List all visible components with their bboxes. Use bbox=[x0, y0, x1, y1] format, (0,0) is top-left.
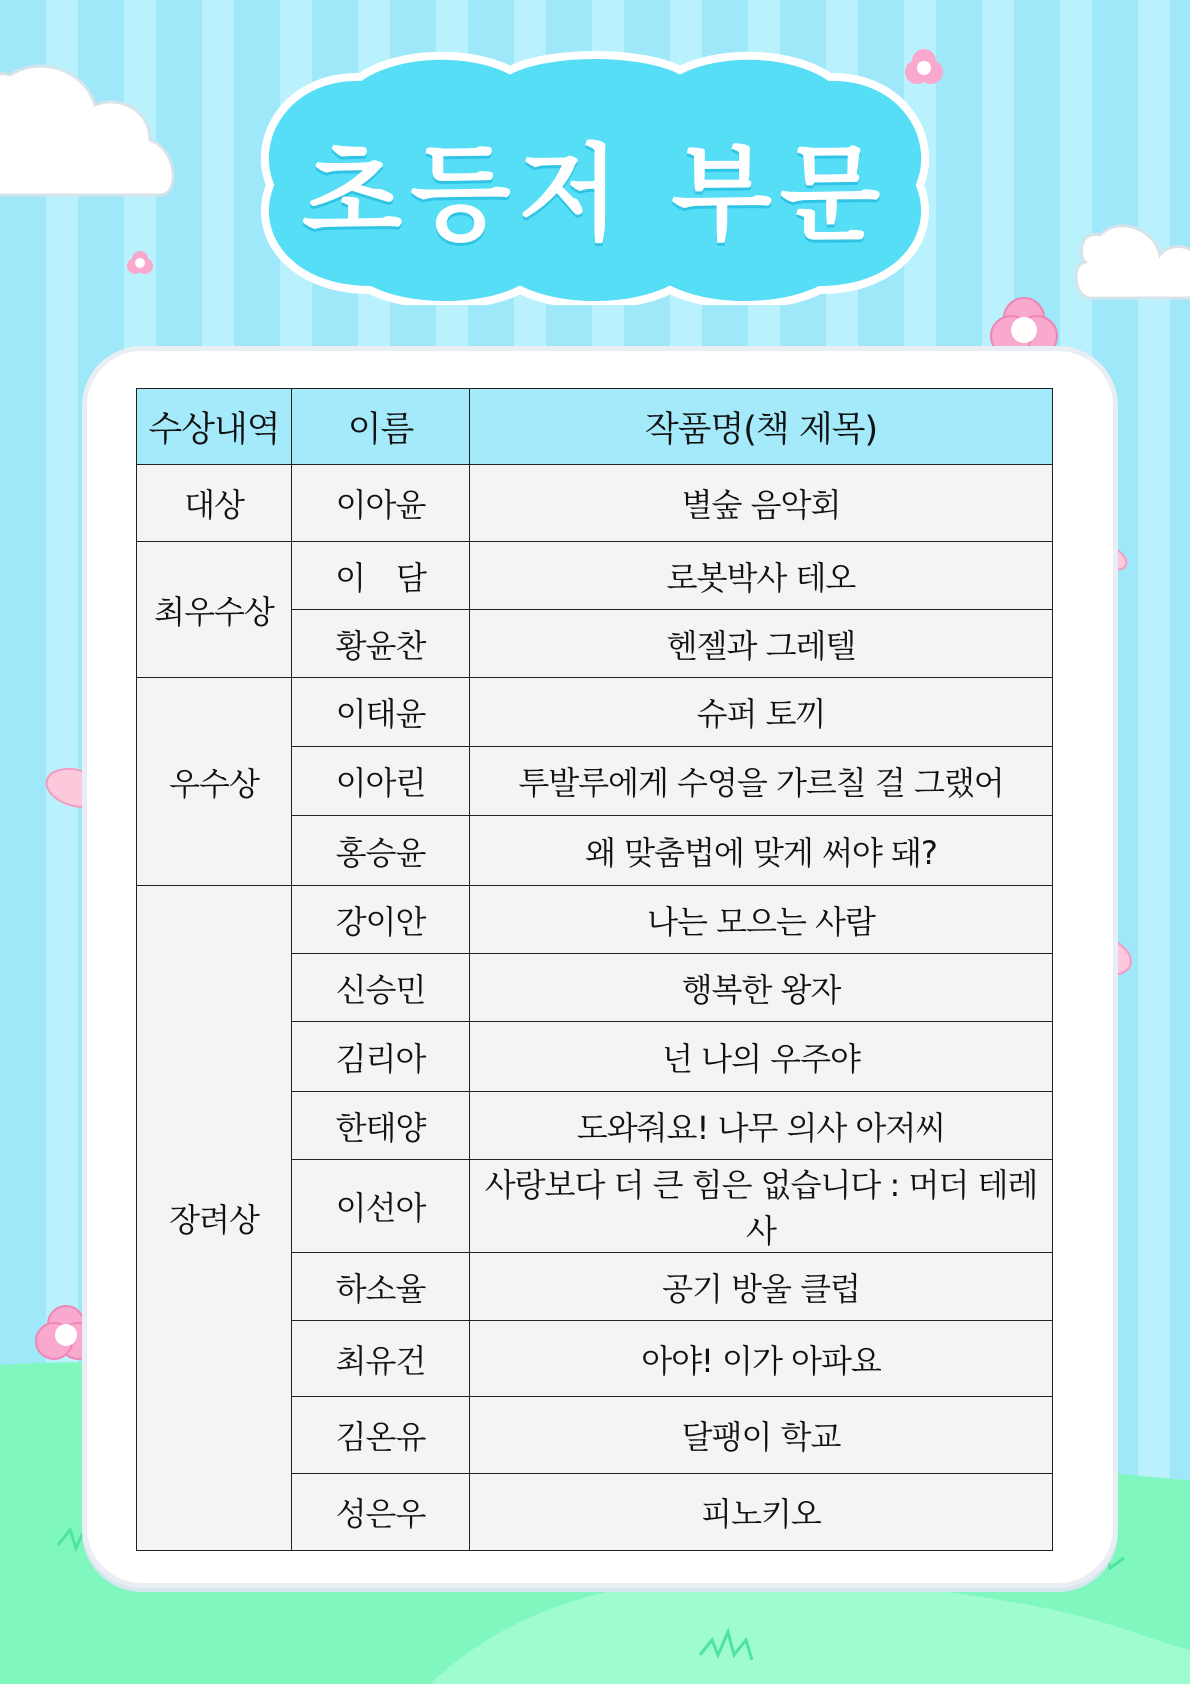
table-row bbox=[137, 678, 1053, 747]
name-cell: 신승민 bbox=[292, 954, 470, 1022]
table-header-row bbox=[137, 389, 1053, 465]
work-cell: 투발루에게 수영을 가르칠 걸 그랬어 bbox=[470, 747, 1053, 816]
work-cell: 아야! 이가 아파요 bbox=[470, 1321, 1053, 1397]
work-cell: 로봇박사 테오 bbox=[470, 542, 1053, 610]
work-cell: 슈퍼 토끼 bbox=[470, 678, 1053, 747]
name-cell: 강이안 bbox=[292, 886, 470, 954]
name-cell: 한태양 bbox=[292, 1092, 470, 1160]
name-cell: 김온유 bbox=[292, 1397, 470, 1474]
work-cell: 공기 방울 클럽 bbox=[470, 1253, 1053, 1321]
header-name: 이름 bbox=[292, 389, 470, 465]
name-cell: 이 담 bbox=[292, 542, 470, 610]
work-cell: 왜 맞춤법에 맞게 써야 돼? bbox=[470, 816, 1053, 886]
name-cell: 성은우 bbox=[292, 1474, 470, 1551]
work-cell: 별숲 음악회 bbox=[470, 465, 1053, 542]
name-cell: 최유건 bbox=[292, 1321, 470, 1397]
flower-small-left bbox=[127, 251, 153, 274]
header-work: 작품명(책 제목) bbox=[470, 389, 1053, 465]
header-award: 수상내역 bbox=[137, 389, 292, 465]
work-cell: 나는 모으는 사람 bbox=[470, 886, 1053, 954]
work-cell: 넌 나의 우주야 bbox=[470, 1022, 1053, 1092]
table-row bbox=[137, 465, 1053, 542]
name-cell: 이태윤 bbox=[292, 678, 470, 747]
work-cell: 도와줘요! 나무 의사 아저씨 bbox=[470, 1092, 1053, 1160]
award-cell: 장려상 bbox=[137, 886, 292, 1551]
work-cell: 헨젤과 그레텔 bbox=[470, 610, 1053, 678]
name-cell: 이아윤 bbox=[292, 465, 470, 542]
name-cell: 홍승윤 bbox=[292, 816, 470, 886]
name-cell: 이아린 bbox=[292, 747, 470, 816]
name-cell: 하소율 bbox=[292, 1253, 470, 1321]
work-cell: 행복한 왕자 bbox=[470, 954, 1053, 1022]
page-title: 초등저 부문 bbox=[301, 133, 889, 255]
table-row bbox=[137, 886, 1053, 954]
cloud-right bbox=[1076, 226, 1190, 298]
name-cell: 황윤찬 bbox=[292, 610, 470, 678]
name-cell: 김리아 bbox=[292, 1022, 470, 1092]
table-row bbox=[137, 542, 1053, 610]
name-cell: 이선아 bbox=[292, 1160, 470, 1253]
work-cell: 피노키오 bbox=[470, 1474, 1053, 1551]
cloud-left bbox=[0, 66, 173, 195]
award-cell: 우수상 bbox=[137, 678, 292, 886]
work-cell: 사랑보다 더 큰 힘은 없습니다 : 머더 테레사 bbox=[470, 1160, 1053, 1253]
award-cell: 대상 bbox=[137, 465, 292, 542]
work-cell: 달팽이 학교 bbox=[470, 1397, 1053, 1474]
award-cell: 최우수상 bbox=[137, 542, 292, 678]
awards-table bbox=[136, 388, 1053, 1551]
